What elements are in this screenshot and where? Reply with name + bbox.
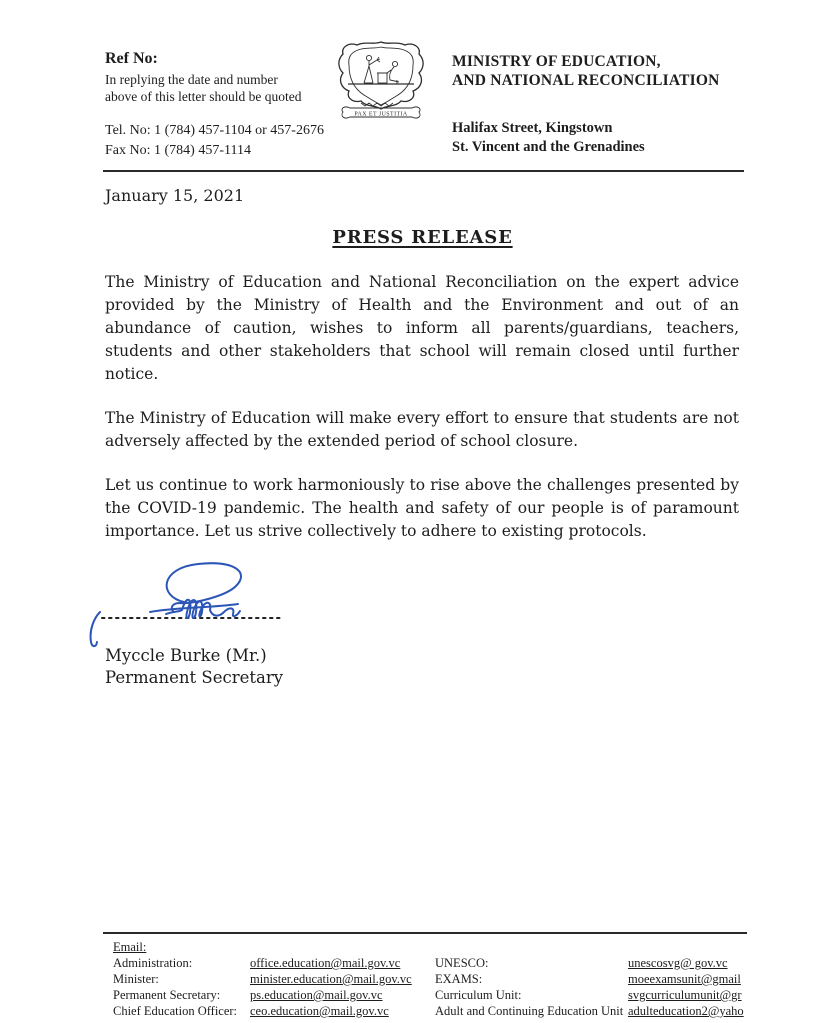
- contact-email-link: ps.education@mail.gov.vc: [250, 988, 383, 1002]
- contact-label: Permanent Secretary:: [113, 988, 221, 1002]
- signer-name: Myccle Burke (Mr.): [105, 646, 267, 665]
- contact-label: Chief Education Officer:: [113, 1004, 238, 1018]
- contact-label: Adult and Continuing Education Unit: [435, 1004, 624, 1018]
- ref-note-line1: In replying the date and number: [105, 72, 278, 87]
- press-release-title: PRESS RELEASE: [332, 227, 513, 248]
- email-label: Email:: [113, 940, 147, 954]
- ministry-address: [452, 119, 645, 157]
- footer-row: [103, 956, 819, 972]
- contact-email-link: unescosvg@ gov.vc: [628, 956, 728, 970]
- ref-block: [105, 50, 355, 105]
- signature-image: [86, 556, 298, 652]
- letter-body: [105, 271, 739, 564]
- ministry-line1: MINISTRY OF EDUCATION,: [452, 53, 661, 70]
- fax-number: Fax No: 1 (784) 457-1114: [105, 143, 251, 158]
- contact-email-link: office.education@mail.gov.vc: [250, 956, 401, 970]
- letter-date: January 15, 2021: [105, 186, 245, 205]
- tel-number: Tel. No: 1 (784) 457-1104 or 457-2676: [105, 123, 324, 138]
- signature-ink: [91, 563, 241, 646]
- contact-email-link: moeexamsunit@gmail: [628, 972, 741, 986]
- footer-contacts: [103, 940, 819, 1020]
- ministry-line2: AND NATIONAL RECONCILIATION: [452, 72, 720, 89]
- contact-email-link: minister.education@mail.gov.vc: [250, 972, 412, 986]
- footer-row: [103, 972, 819, 988]
- footer-row: [103, 988, 819, 1004]
- contact-label: EXAMS:: [435, 972, 483, 986]
- header-divider: [103, 170, 744, 172]
- contact-email-link: adulteducation2@yaho: [628, 1004, 744, 1018]
- contact-label: Curriculum Unit:: [435, 988, 522, 1002]
- contact-email-link: ceo.education@mail.gov.vc: [250, 1004, 389, 1018]
- coat-of-arms-icon: [329, 40, 433, 126]
- paragraph-1: The Ministry of Education and National Reconciliation on the expert advice provided by the Ministry of Health and the Environment and out of an abundance of caution, wishes to inform all parents/guardians, teachers, students and other stakeholders that school will remain closed until further notice.: [105, 273, 739, 383]
- contact-label: Administration:: [113, 956, 193, 970]
- crest-motto: PAX ET JUSTITIA: [354, 111, 408, 118]
- footer-divider: [103, 932, 747, 934]
- paragraph-3: Let us continue to work harmoniously to rise above the challenges presented by the COVID-19 pandemic. The health and safety of our people is of paramount importance. Let us strive collectively to adhere to existing protocols.: [105, 476, 739, 540]
- contact-email-link: svgcurriculumunit@gr: [628, 988, 742, 1002]
- contact-label: UNESCO:: [435, 956, 489, 970]
- footer-row: [103, 1004, 819, 1020]
- address-line1: Halifax Street, Kingstown: [452, 120, 613, 136]
- telfax-block: [105, 121, 324, 161]
- ref-note-line2: above of this letter should be quoted: [105, 89, 302, 104]
- signer-title: Permanent Secretary: [105, 668, 284, 687]
- ministry-name: [452, 52, 720, 90]
- address-line2: St. Vincent and the Grenadines: [452, 139, 645, 155]
- signer-block: [105, 645, 283, 689]
- footer-email-row: [103, 940, 819, 956]
- contact-label: Minister:: [113, 972, 159, 986]
- paragraph-2: The Ministry of Education will make every effort to ensure that students are not adversely affected by the extended period of school closure.: [105, 409, 739, 450]
- title-row: [105, 227, 740, 248]
- ref-no-label: Ref No:: [105, 50, 158, 67]
